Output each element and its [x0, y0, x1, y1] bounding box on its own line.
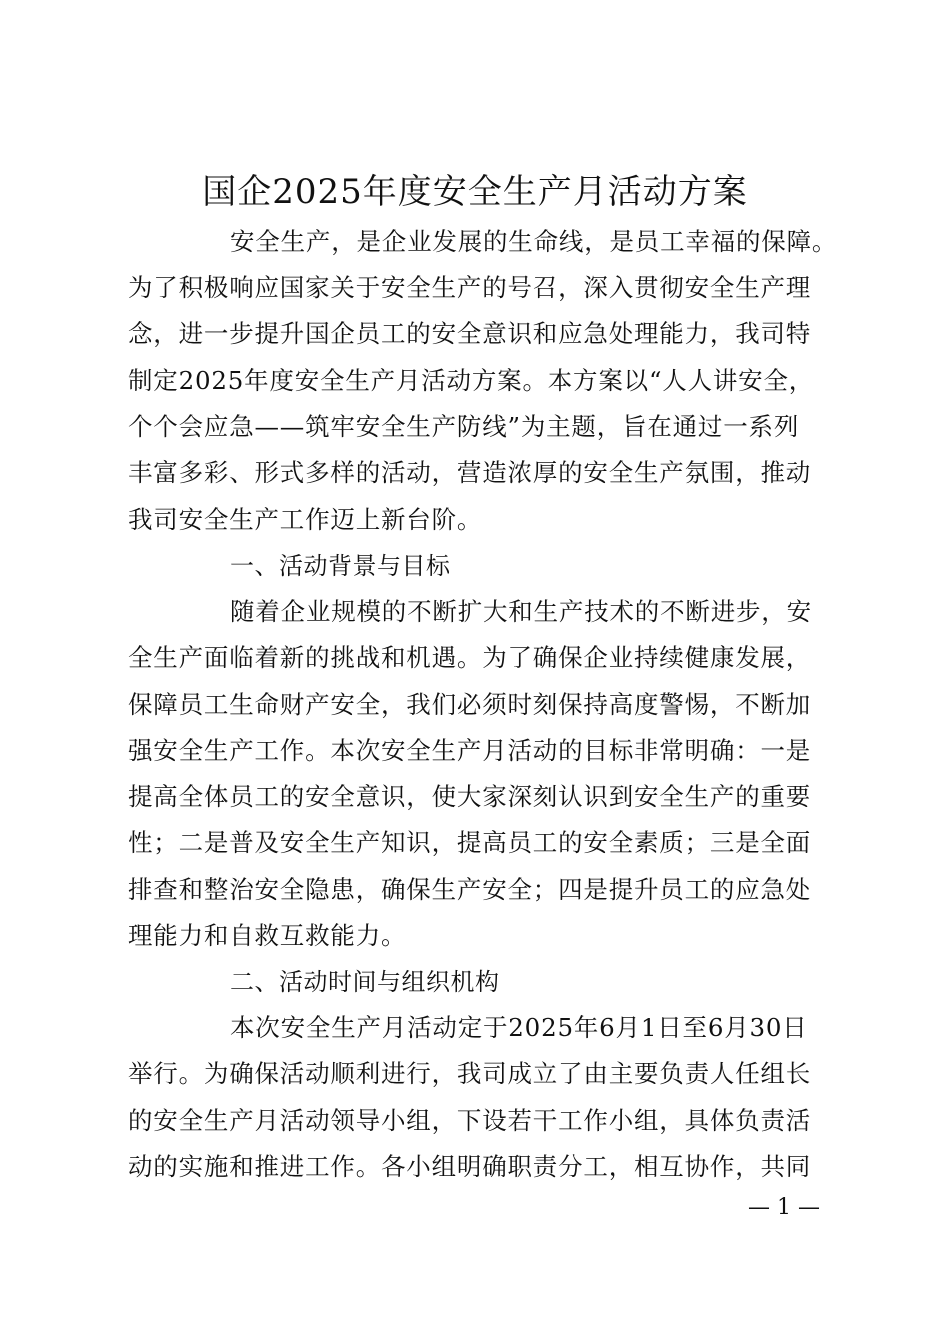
section-1-line: 性；二是普及安全生产知识，提高员工的安全素质；三是全面 [128, 828, 812, 857]
section-2-line: 动的实施和推进工作。各小组明确职责分工，相互协作，共同 [128, 1152, 812, 1181]
section-1-line: 理能力和自救互救能力。 [128, 921, 407, 950]
section-2-line: 举行。为确保活动顺利进行，我司成立了由主要负责人任组长 [128, 1059, 812, 1088]
section-1-line: 提高全体员工的安全意识，使大家深刻认识到安全生产的重要 [128, 782, 812, 811]
section-2-line: 本次安全生产月活动定于2025年6月1日至6月30日 [230, 1013, 808, 1042]
section-1-line: 排查和整治安全隐患，确保生产安全；四是提升员工的应急处 [128, 875, 812, 904]
section-2-line: 的安全生产月活动领导小组，下设若干工作小组，具体负责活 [128, 1106, 812, 1135]
section-2-heading: 二、活动时间与组织机构 [230, 968, 500, 996]
section-1-heading: 一、活动背景与目标 [230, 552, 451, 580]
section-1-line: 强安全生产工作。本次安全生产月活动的目标非常明确：一是 [128, 736, 812, 765]
page-number: — 1 — [748, 1195, 820, 1220]
intro-line: 安全生产，是企业发展的生命线，是员工幸福的保障。 [230, 227, 838, 256]
section-1-line: 随着企业规模的不断扩大和生产技术的不断进步，安 [230, 597, 812, 626]
document-title: 国企2025年度安全生产月活动方案 [202, 172, 748, 212]
intro-line: 丰富多彩、形式多样的活动，营造浓厚的安全生产氛围，推动 [128, 458, 812, 487]
section-1-line: 保障员工生命财产安全，我们必须时刻保持高度警惕，不断加 [128, 690, 812, 719]
intro-line: 我司安全生产工作迈上新台阶。 [128, 505, 483, 534]
section-1-line: 全生产面临着新的挑战和机遇。为了确保企业持续健康发展， [128, 643, 812, 672]
intro-line: 个个会应急——筑牢安全生产防线”为主题，旨在通过一系列 [128, 412, 800, 441]
intro-line: 为了积极响应国家关于安全生产的号召，深入贯彻安全生产理 [128, 273, 812, 302]
intro-line: 念，进一步提升国企员工的安全意识和应急处理能力，我司特 [128, 319, 812, 348]
intro-line: 制定2025年度安全生产月活动方案。本方案以“人人讲安全， [128, 366, 815, 395]
